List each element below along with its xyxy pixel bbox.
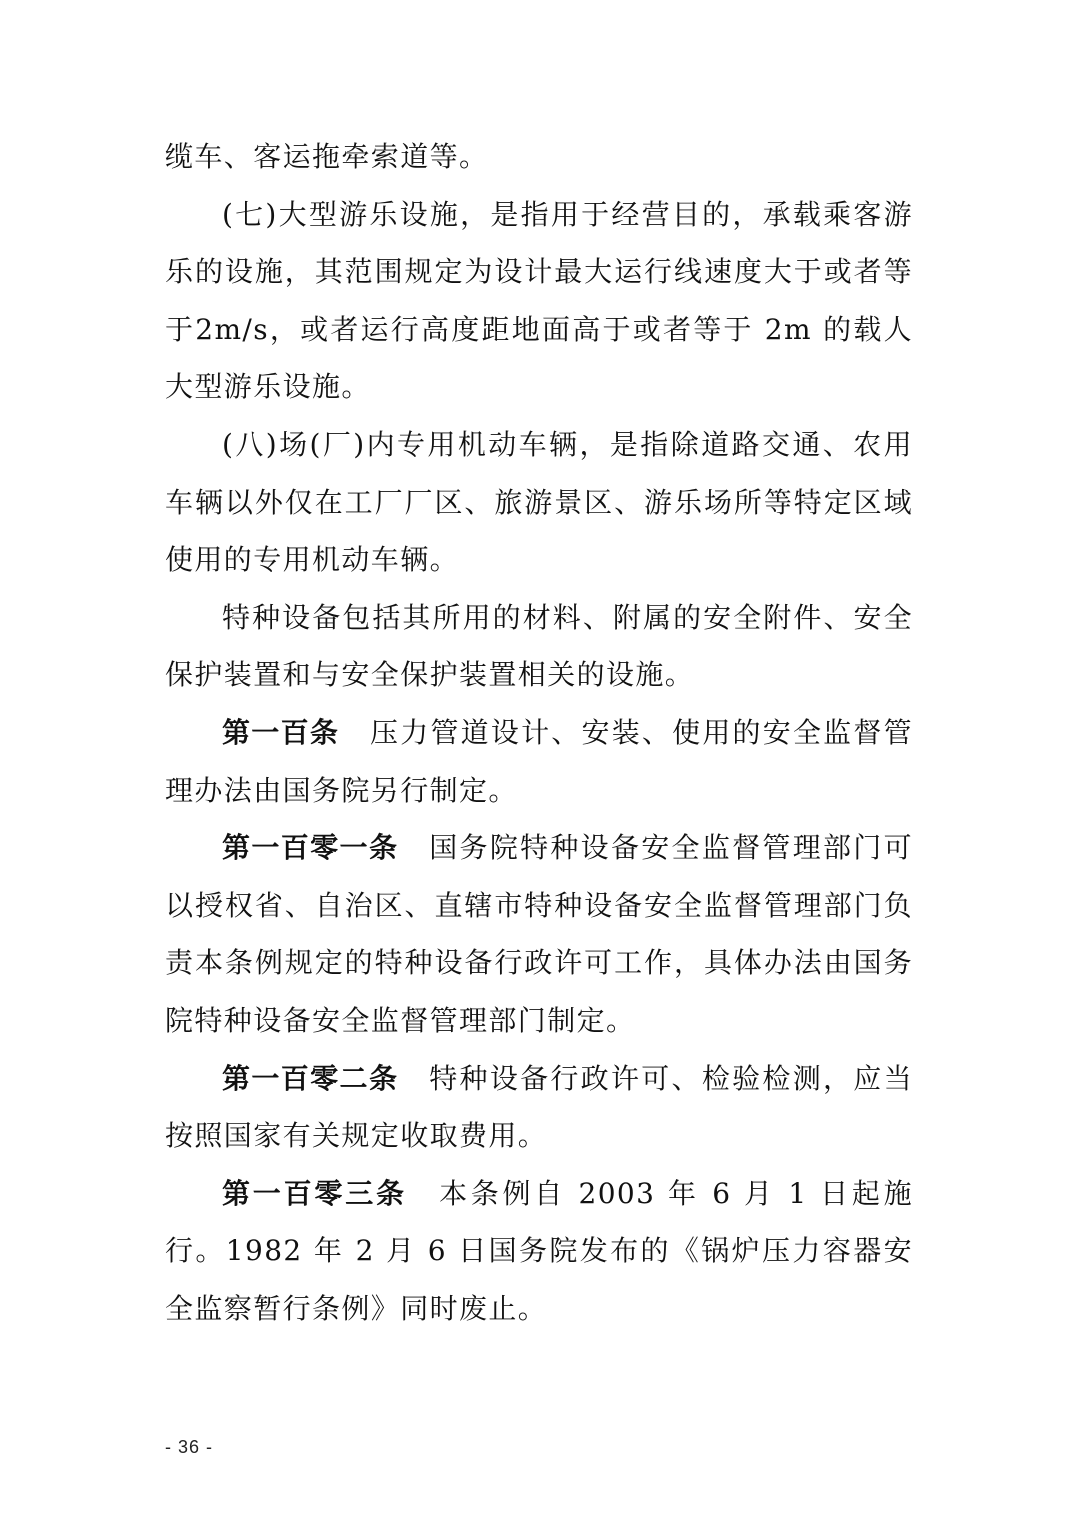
article-text: 压力管道设计、安装、使用的安全监督管理办法由国务院另行制定。 — [165, 715, 913, 807]
article-text: 本条例自 2003 年 6 月 1 日起施行。1982 年 2 月 6 日国务院发布的《锅炉压力容器安全监察暂行条例》同时废止。 — [165, 1176, 913, 1325]
article-heading: 第一百条 — [222, 715, 340, 749]
continuation-paragraph: 缆车、客运拖牵索道等。 — [165, 140, 489, 173]
page-number: - 36 - — [165, 1437, 214, 1457]
article-text: 特种设备行政许可、检验检测，应当按照国家有关规定收取费用。 — [165, 1061, 913, 1153]
article-101 — [165, 819, 913, 1049]
article-heading: 第一百零一条 — [222, 831, 399, 865]
article-text: 国务院特种设备安全监督管理部门可以授权省、自治区、直辖市特种设备安全监督管理部门负责本条例规定的特种设备行政许可工作，具体办法由国务院特种设备安全监督管理部门制定。 — [165, 831, 913, 1037]
article-103 — [165, 1165, 913, 1338]
article-100 — [165, 704, 913, 819]
article-heading: 第一百零三条 — [222, 1176, 407, 1210]
article-heading: 第一百零二条 — [222, 1061, 399, 1095]
item-eight-paragraph: (八)场(厂)内专用机动车辆，是指除道路交通、农用车辆以外仅在工厂厂区、旅游景区、游乐场所等特定区域使用的专用机动车辆。 — [165, 427, 913, 577]
item-seven-paragraph: (七)大型游乐设施，是指用于经营目的，承载乘客游乐的设施，其范围规定为设计最大运行线速度大于或者等于2m/s，或者运行高度距地面高于或者等于 2m 的载人大型游乐设施。 — [165, 197, 913, 404]
special-equipment-scope-paragraph: 特种设备包括其所用的材料、附属的安全附件、安全保护装置和与安全保护装置相关的设施。 — [165, 600, 913, 692]
document-body — [165, 128, 913, 1337]
article-102 — [165, 1050, 913, 1165]
